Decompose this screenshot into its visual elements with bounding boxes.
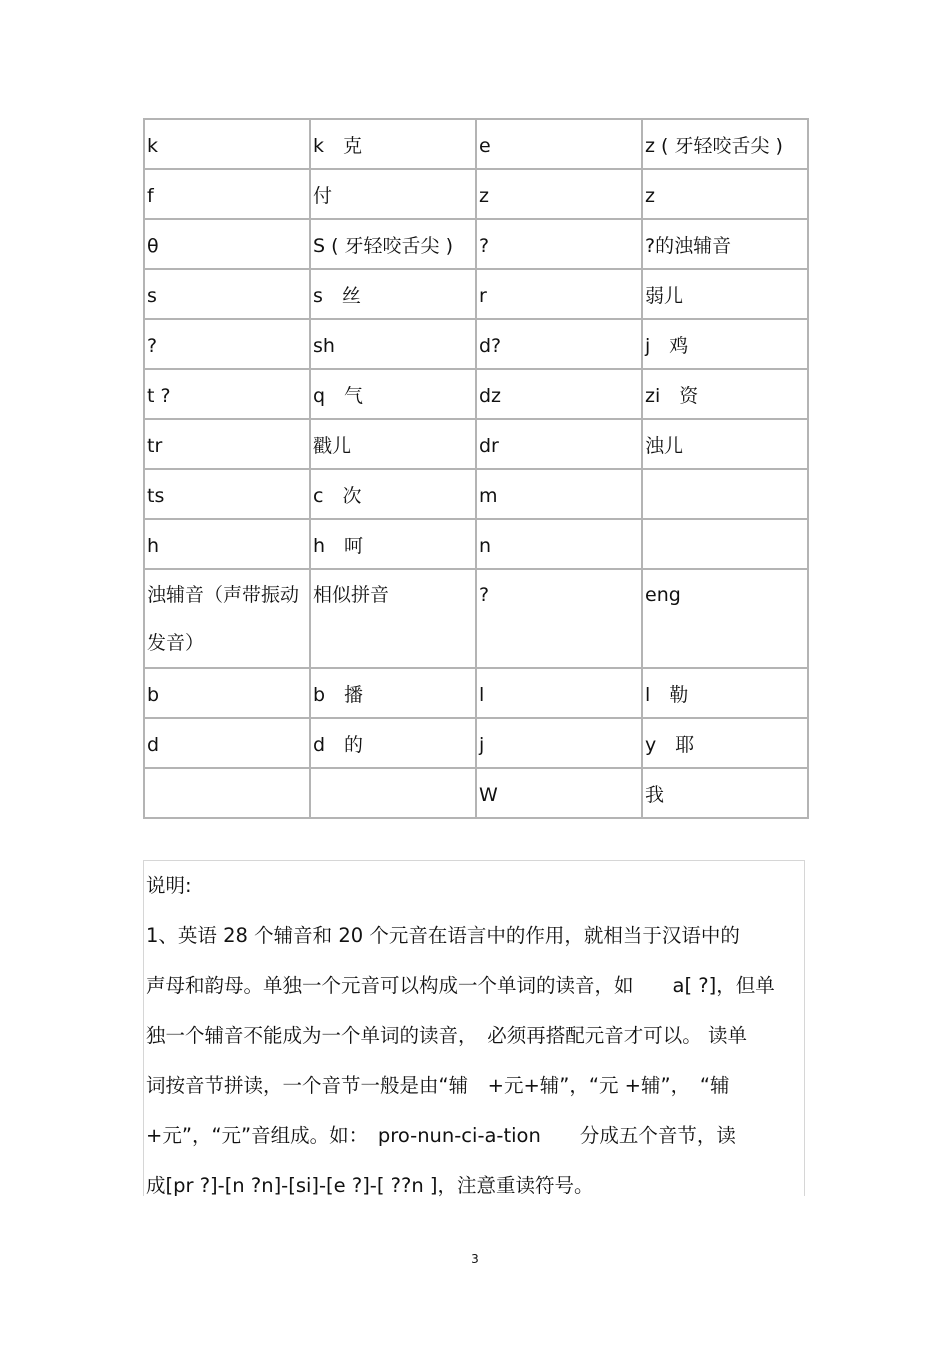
table-cell [144, 269, 310, 319]
table-cell-text: f [147, 185, 154, 207]
table-cell-text [147, 769, 309, 784]
table-cell [310, 768, 476, 818]
table-cell [642, 768, 808, 818]
table-cell-text: ? [147, 335, 158, 357]
table-row [144, 519, 808, 569]
table-row [144, 119, 808, 169]
table-cell-text: 浊儿 [645, 435, 684, 457]
table-cell [476, 519, 642, 569]
table-cell [642, 569, 808, 668]
table-cell-text: eng [645, 584, 681, 606]
table-row [144, 469, 808, 519]
table-row [144, 269, 808, 319]
notes-line-1: 1、英语 28 个辅音和 20 个元音在语言中的作用，就相当于汉语中的 [146, 924, 740, 947]
table-cell [144, 319, 310, 369]
notes-line-3: 独一个辅音不能成为一个单词的读音， 必须再搭配元音才可以。 读单 [146, 1024, 747, 1047]
table-cell-text: q 气 [313, 385, 364, 407]
table-cell-text: m [479, 485, 498, 507]
table-cell [310, 469, 476, 519]
table-cell-text: 戳儿 [313, 435, 352, 457]
table-cell-text: d 的 [313, 734, 364, 756]
table-cell [476, 269, 642, 319]
table-cell-text: k [147, 135, 159, 157]
table-row [144, 768, 808, 818]
table-cell-text: r [479, 285, 487, 307]
table-cell-text: ? [479, 584, 490, 606]
table-cell [144, 469, 310, 519]
table-cell [642, 319, 808, 369]
table-cell [144, 569, 310, 668]
table-cell [144, 668, 310, 718]
table-row [144, 319, 808, 369]
table-row [144, 169, 808, 219]
table-cell [476, 469, 642, 519]
table-cell-text [313, 769, 475, 784]
table-cell [144, 718, 310, 768]
table-cell-text: sh [313, 335, 335, 357]
table-cell-text: 付 [313, 185, 333, 207]
table-cell [476, 718, 642, 768]
table-cell-text: y 耶 [645, 734, 695, 756]
table-cell-text: 浊辅音（声带振动发音） [147, 584, 300, 654]
table-cell [144, 768, 310, 818]
table-cell-text: j 鸡 [645, 335, 689, 357]
table-cell-text: ?的浊辅音 [645, 235, 732, 257]
table-cell-text: ts [147, 485, 165, 507]
table-cell [144, 519, 310, 569]
table-cell [642, 269, 808, 319]
table-cell-text: z [479, 185, 489, 207]
table-cell-text: c 次 [313, 485, 362, 507]
table-cell-text: W [479, 784, 498, 806]
table-cell [476, 169, 642, 219]
notes-heading [146, 861, 802, 911]
table-cell-text: z [645, 185, 655, 207]
table-cell [642, 119, 808, 169]
table-cell [642, 219, 808, 269]
table-cell-text: h 呵 [313, 535, 364, 557]
table-cell [476, 119, 642, 169]
table-cell-text [645, 520, 807, 535]
table-cell-text: d? [479, 335, 502, 357]
table-cell [476, 369, 642, 419]
table-cell [310, 718, 476, 768]
table-cell-text: t ? [147, 385, 171, 407]
table-cell [310, 319, 476, 369]
table-cell [310, 269, 476, 319]
table-cell-text: 我 [645, 784, 665, 806]
table-cell-text: z ( 牙轻咬舌尖 ) [645, 135, 783, 157]
table-cell [642, 419, 808, 469]
table-cell [642, 519, 808, 569]
table-cell-text: dz [479, 385, 502, 407]
table-cell-text: l [479, 684, 485, 706]
table-cell [310, 668, 476, 718]
table-cell [476, 419, 642, 469]
table-row [144, 419, 808, 469]
table-cell-text: k 克 [313, 135, 363, 157]
table-cell [310, 369, 476, 419]
table-row [144, 369, 808, 419]
table-cell [310, 519, 476, 569]
table-cell [310, 219, 476, 269]
table-cell [476, 319, 642, 369]
notes-section [143, 860, 805, 1196]
table-cell-text: l 勒 [645, 684, 689, 706]
table-cell-text: tr [147, 435, 163, 457]
table-cell-text: zi 资 [645, 385, 699, 407]
notes-paragraph [146, 911, 802, 1211]
table-cell [476, 668, 642, 718]
table-cell-text: e [479, 135, 491, 157]
table-cell-text: S ( 牙轻咬舌尖 ) [313, 235, 454, 257]
notes-line-4: 词按音节拼读，一个音节一般是由“辅 +元+辅”，“元 +辅”， “辅 [146, 1074, 730, 1097]
table-cell [642, 718, 808, 768]
table-cell-text [645, 470, 807, 485]
table-cell [310, 569, 476, 668]
table-cell [476, 768, 642, 818]
table-cell-text: d [147, 734, 160, 756]
table-cell-text: dr [479, 435, 499, 457]
table-cell [642, 668, 808, 718]
table-cell-text: s 丝 [313, 285, 361, 307]
phonetic-table [143, 118, 809, 819]
table-cell [642, 369, 808, 419]
table-cell [144, 219, 310, 269]
table-cell-text: b 播 [313, 684, 364, 706]
page-number: 3 [471, 1252, 479, 1266]
table-cell-text: 相似拼音 [313, 584, 390, 606]
table-row [144, 219, 808, 269]
table-cell [144, 369, 310, 419]
table-cell-text: b [147, 684, 160, 706]
table-cell [476, 569, 642, 668]
table-cell [144, 169, 310, 219]
notes-line-2: 声母和韵母。单独一个元音可以构成一个单词的读音，如 a[ ?]，但单 [146, 974, 775, 997]
table-row [144, 668, 808, 718]
table-cell [642, 469, 808, 519]
notes-line-5: +元”，“元”音组成。如： pro-nun-ci-a-tion 分成五个音节，读 [146, 1124, 736, 1147]
table-row [144, 569, 808, 668]
table-cell [310, 419, 476, 469]
table-cell-text: s [147, 285, 157, 307]
table-cell-text: n [479, 535, 492, 557]
table-cell-text: ? [479, 235, 490, 257]
table-cell-text: 弱儿 [645, 285, 684, 307]
phonetic-table-body [144, 119, 808, 818]
notes-heading-text: 说明: [146, 874, 192, 897]
table-cell [310, 169, 476, 219]
table-cell [476, 219, 642, 269]
table-cell [642, 169, 808, 219]
table-cell-text: h [147, 535, 160, 557]
table-row [144, 718, 808, 768]
table-cell [310, 119, 476, 169]
table-cell [144, 119, 310, 169]
table-cell-text: θ [147, 235, 159, 257]
notes-line-6: 成[pr ?]-[n ?n]-[si]-[e ?]-[ ??n ]，注意重读符号。 [146, 1174, 594, 1197]
table-cell [144, 419, 310, 469]
table-cell-text: j [479, 734, 485, 756]
